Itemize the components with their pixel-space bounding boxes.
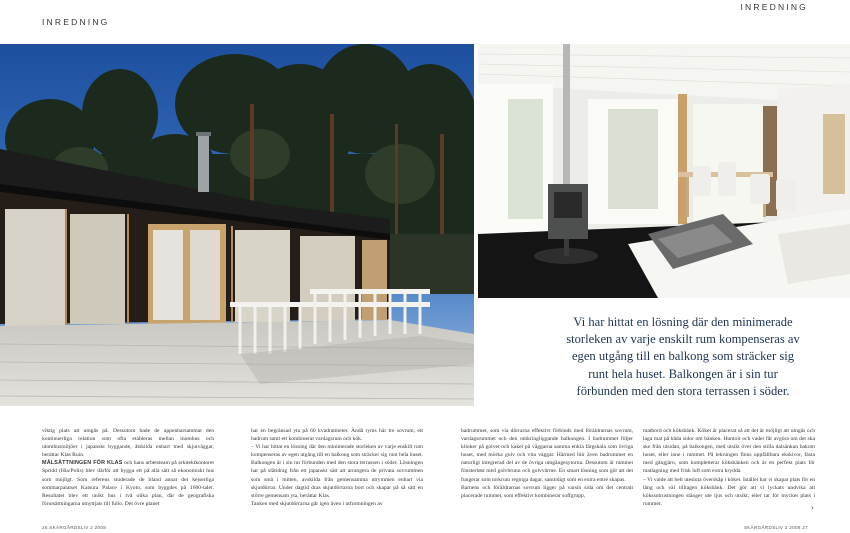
paragraph: matbord och köksbänk. Köket är placerat så att det är möjligt att umgås och laga mat på båda sidor om bänken. Humoir och vader får avgöra om det ska ske från utsidan, på balkongen, med utsikt över den stilla dalsänkan bakom huset, eller inne i rummet. På lekrungen finns uppfällbara ekskivor, fästa med gångjärn, som kompletterar köksbänken och är en perfekt plats för matlagning med frisk luft som extra krydda. <box>643 428 815 475</box>
section-label-left: INREDNING <box>42 17 110 27</box>
interior-photo <box>478 44 850 298</box>
paragraph: – Vi har hittat en lösning där den minimerade storleken av varje enskilt rum kompenseras av egen utgång till en balkong som sträcker sig runt hela huset. Balkongen är i sin tur förbunden med den stora terrassen i söder. Lösningen har på slätidrag från ett japanskt sätt att arrangera de privata sovrummen som små i mitten, avskilda från gemensamma utrymmen enbart via skjutdörrar. Under dagtid dras skjutdörrarna bort och skapar på så sätt en större gemensam yta, berättar Klas. <box>251 444 423 499</box>
body-column-1 <box>42 427 214 508</box>
paragraph: badrummet, som via dörrarna effektivt förbinds med föräldrarnas sovrum, vardagsrummet och den omkringliggande balkongen. I badrummet följer klinker på golvet och kakel på väggarna samma enkla färgskala som övriga huset, med mörka golv och vita väggar. Härmed blir även badrummet en naturligt integrerad del av de övriga umgängesytorna. Dessutom är rummet fönsterløst med golvbrunn och golvvärme. En smart lösning som gör att det fungerar som torkrum regniga dagar, samtidigt som en extra entré skapas. <box>461 428 633 483</box>
exterior-photo <box>0 44 474 406</box>
subheading-lead: MÅLSÄTTNINGEN FÖR KLAS <box>42 460 123 467</box>
paragraph <box>42 459 214 508</box>
paragraph: har en begränsad yta på 60 kvadratmeter. Ändå ryms här tre sovrum, ett badrum samt ett kombinerat vardagsrum och kök. <box>251 428 423 443</box>
folio-right: SKÄRGÅRDSLIV 2 2008 27 <box>743 525 808 530</box>
paragraph: Barnens och föräldrarnas sovrum ligger på varsin sida om det centralt placerade rummet, som effektivt kombinerar soffgrupp, <box>461 484 633 499</box>
pull-quote: Vi har hittat en lösning där den minimerade storleken av varje enskilt rum kompenseras av egen utgång till en balkong som sträcker sig runt hela huset. Balkongen är i sin tur förbunden med den stora terrassen i söder. <box>566 315 800 398</box>
paragraph: – Vi valde att helt utesluta överskåp i köket. Istället har vi skapat plats för en lång och väl tilltagen köksbänk. Det gör att vi lyckats undvika att kökssutrustningen stänger ute ljus och utsikt, eller tar för mycket plats i rummet. <box>643 476 815 507</box>
paragraph: Tanken med skjutdörrarna går igen även i utformningen av <box>251 500 383 507</box>
body-column-3 <box>461 427 633 500</box>
body-column-4 <box>643 427 815 508</box>
folio-left: 26 SKÄRGÅRDSLIV 2 2008 <box>42 525 107 530</box>
paragraph: viktig plats att umgås på. Dessutom hade de uppenbarsammat den kontinuerliga relation som ofta etableras mellan inomhus och utomhusmiljöer i japanskt byggande, åtskilda enbart med skjutväggar, berättar Klas Ruin. <box>42 428 214 459</box>
section-label-right: INREDNING <box>740 2 808 12</box>
body-column-2 <box>251 427 423 508</box>
paragraph-text: och hans arbetsteam på arkitektkontoret Spridd (Hla/Polis) blev därför att bygga ett på alla sätt så ekonomiskt hus som möjligt. Som referens studerade de bland annat det kejserliga sommarpalatset Katsura Palace i Kyoto, som byggdes på 1600-talet. Resultatet blev ett unikt hus i två olika plan, där de geografiska förutsättningarna utnyttjats till fullo. Det övre planet <box>42 460 214 507</box>
continue-arrow-icon: › <box>811 504 814 512</box>
